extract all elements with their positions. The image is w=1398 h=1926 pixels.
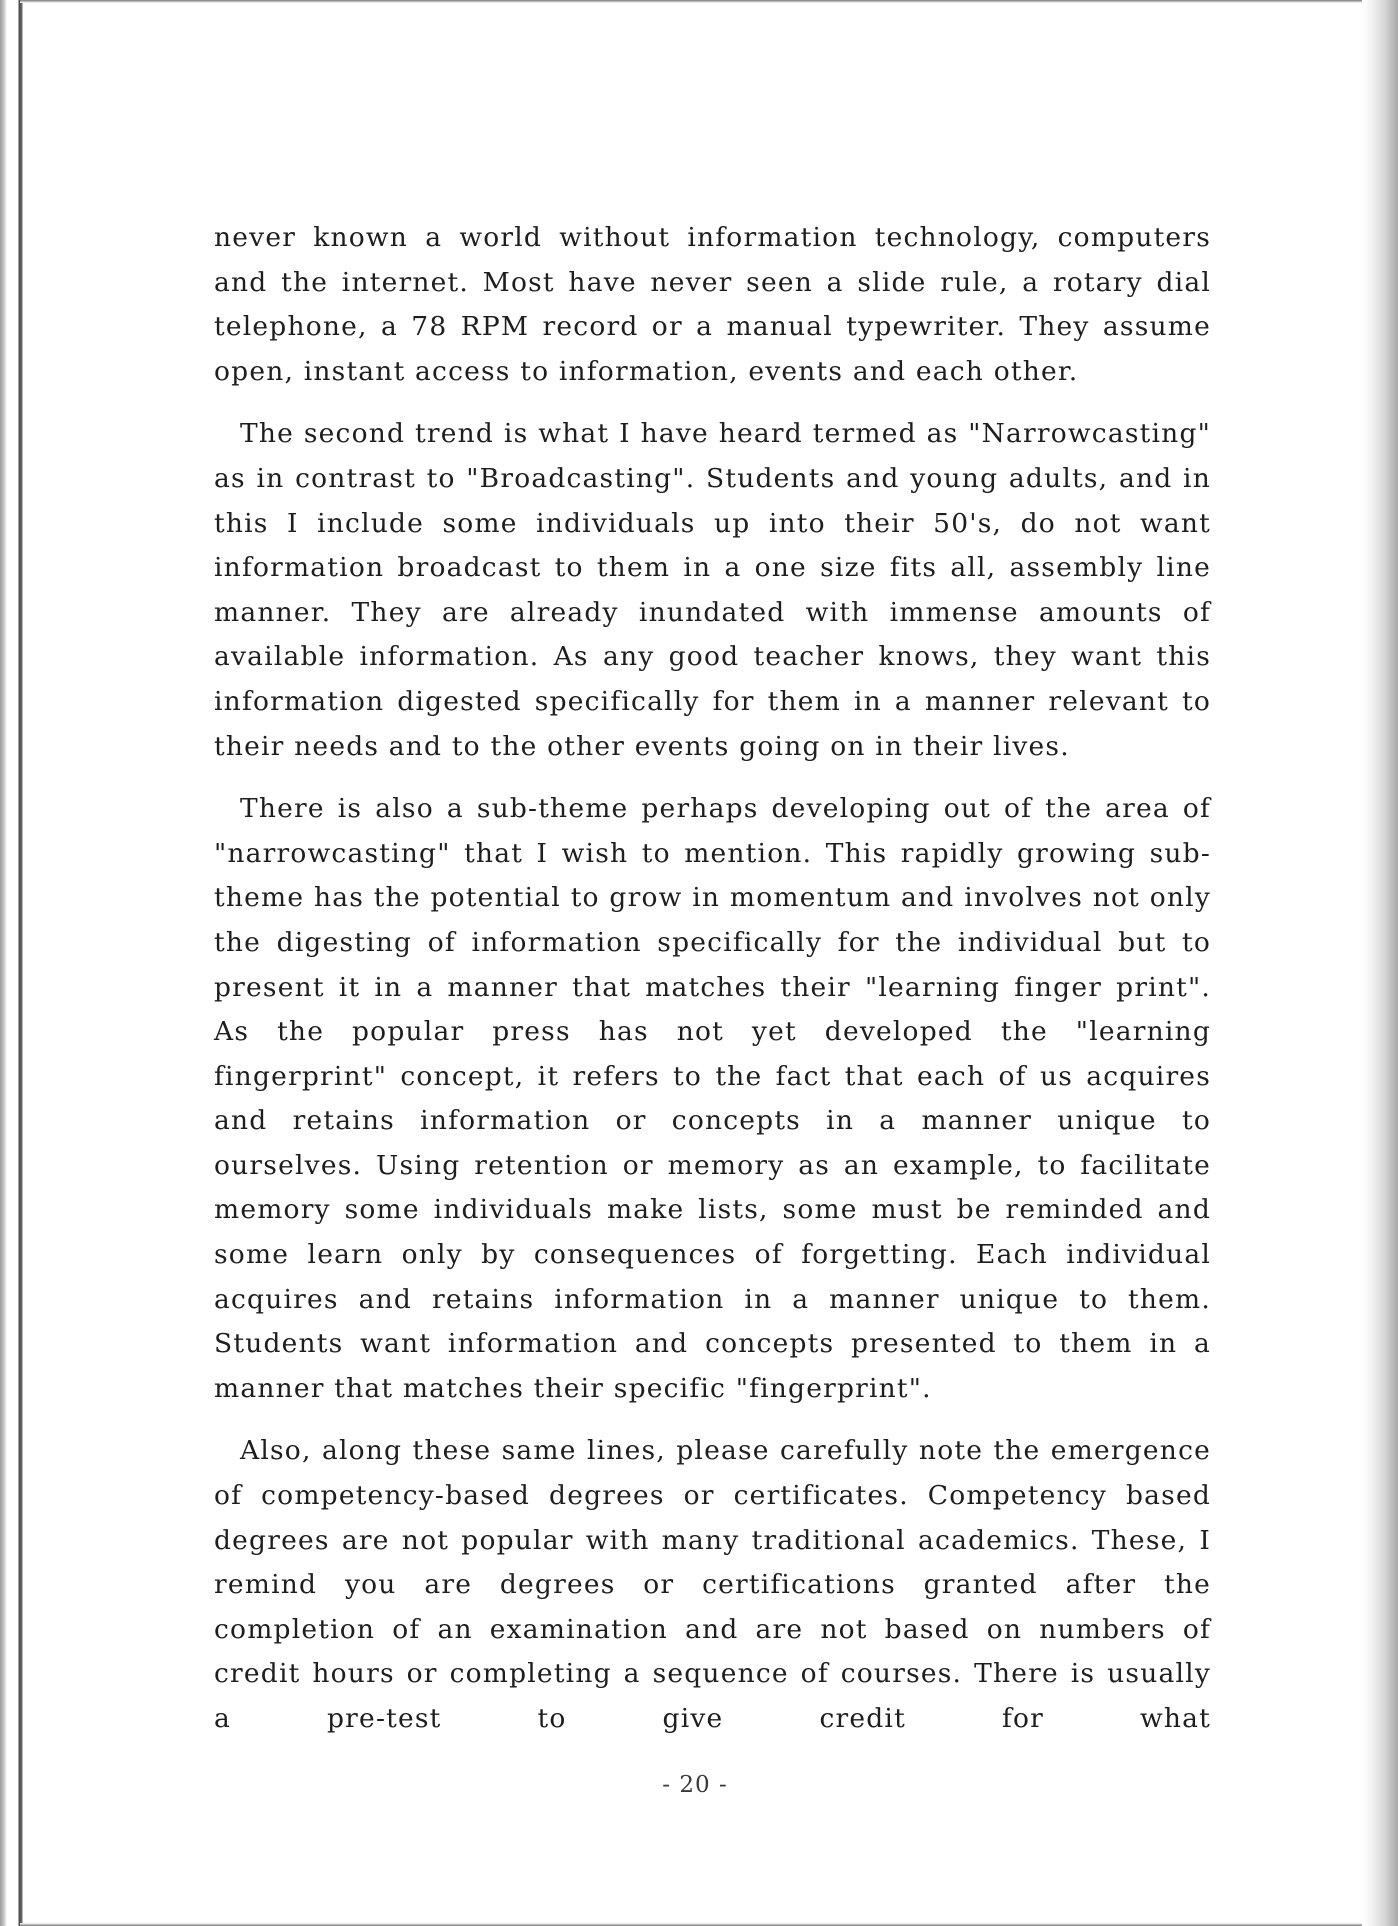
body-text [214,216,1211,1742]
page-left-edge [0,0,27,1926]
paragraph-learning-fingerprint: There is also a sub-theme perhaps developing out of the area of "narrowcasting" that I wish to mention. This rapidly growing sub-theme has the potential to grow in momentum and involves not only the digesting of information specifically for the individual but to present it in a manner that matches their "learning finger print". As the popular press has not yet developed the "learning fingerprint" concept, it refers to the fact that each of us acquires and retains information or concepts in a manner unique to ourselves. Using retention or memory as an example, to facilitate memory some individuals make lists, some must be reminded and some learn only by consequences of forgetting. Each individual acquires and retains information in a manner unique to them. Students want information and concepts presented to them in a manner that matches their specific "fingerprint". [214,793,1211,1404]
document-page [28,4,1362,1922]
paragraph-continuation: never known a world without information technology, computers and the internet. Most have never seen a slide rule, a rotary dial telephone, a 78 RPM record or a manual typewriter. They assume open, instant access to information, events and each other. [214,222,1211,387]
page-top-edge [20,0,1362,3]
page-number: - 20 - [662,1772,728,1798]
page-right-edge [1362,0,1398,1926]
paragraph-competency-degrees: Also, along these same lines, please carefully note the emergence of competency-based degrees or certificates. Competency based degrees are not popular with many traditional academics. These, I remind you are degrees or certifications granted after the completion of an examination and are not based on numbers of credit hours or completing a sequence of courses. There is usually a pre-test to give credit for what [214,1435,1211,1734]
paragraph-narrowcasting: The second trend is what I have heard termed as "Narrowcasting" as in contrast to "Broadcasting". Students and young adults, and in this I include some individuals up into their 50's, do not want information broadcast to them in a one size fits all, assembly line manner. They are already inundated with immense amounts of available information. As any good teacher knows, they want this information digested specifically for them in a manner relevant to their needs and to the other events going on in their lives. [214,418,1211,762]
